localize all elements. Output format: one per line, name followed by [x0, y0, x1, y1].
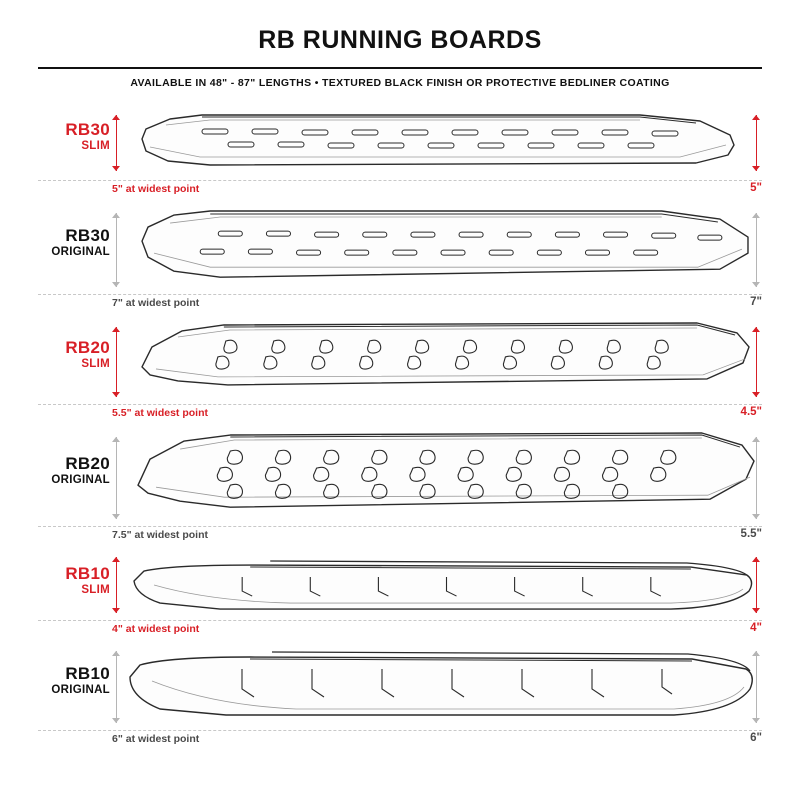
board-row-rb10-original	[0, 643, 800, 731]
rb10-slim-svg	[130, 555, 756, 615]
board-illustration-rb20-original	[134, 431, 756, 517]
board-illustration-rb30-original	[140, 209, 752, 287]
variant-name: SLIM	[81, 583, 110, 596]
row-label-rb30-original	[20, 227, 110, 258]
model-name: RB10	[65, 664, 110, 683]
row-label-rb10-original	[20, 665, 110, 696]
board-rows	[0, 103, 800, 753]
width-dimension-label: 5" at widest point	[112, 183, 200, 195]
height-dimension-label: 4.5"	[740, 406, 762, 418]
height-measure-arrow	[112, 115, 122, 171]
width-dimension-label: 7.5" at widest point	[112, 529, 208, 541]
rb30-original-svg	[140, 209, 752, 287]
page-header	[0, 0, 800, 89]
row-label-rb10-slim	[20, 565, 110, 596]
model-name: RB20	[65, 338, 110, 357]
variant-name: SLIM	[81, 357, 110, 370]
row-label-rb20-slim	[20, 339, 110, 370]
dim-row-rb20-original	[0, 527, 800, 549]
page-subtitle: AVAILABLE IN 48" - 87" LENGTHS • TEXTURED BLACK FINISH OR PROTECTIVE BEDLINER COATING	[130, 77, 670, 89]
variant-name: ORIGINAL	[51, 683, 110, 696]
rb20-slim-svg	[138, 321, 752, 395]
height-measure-arrow-right	[752, 327, 762, 397]
dim-row-rb30-slim	[0, 181, 800, 203]
dim-row-rb10-original	[0, 731, 800, 753]
board-illustration-rb10-original	[126, 647, 756, 721]
variant-name: SLIM	[81, 139, 110, 152]
header-divider	[38, 67, 762, 69]
board-row-rb10-slim	[0, 549, 800, 621]
height-measure-arrow	[112, 557, 122, 613]
board-row-rb20-original	[0, 427, 800, 527]
width-dimension-label: 7" at widest point	[112, 297, 200, 309]
height-measure-arrow	[112, 651, 122, 723]
height-dimension-label: 5.5"	[740, 528, 762, 540]
dim-row-rb20-slim	[0, 405, 800, 427]
variant-name: ORIGINAL	[51, 245, 110, 258]
board-row-rb20-slim	[0, 317, 800, 405]
height-measure-arrow-right	[752, 115, 762, 171]
board-illustration-rb20-slim	[138, 321, 752, 395]
model-name: RB10	[65, 564, 110, 583]
height-dimension-label: 7"	[750, 296, 762, 308]
variant-name: ORIGINAL	[51, 473, 110, 486]
height-dimension-label: 5"	[750, 182, 762, 194]
rb10-original-svg	[126, 647, 756, 721]
board-row-rb30-slim	[0, 103, 800, 181]
board-illustration-rb30-slim	[140, 111, 740, 173]
rb30-slim-svg	[140, 111, 740, 173]
dim-row-rb30-original	[0, 295, 800, 317]
model-name: RB20	[65, 454, 110, 473]
dim-row-rb10-slim	[0, 621, 800, 643]
board-row-rb30-original	[0, 203, 800, 295]
board-illustration-rb10-slim	[130, 555, 756, 615]
width-dimension-label: 4" at widest point	[112, 623, 200, 635]
row-label-rb20-original	[20, 455, 110, 486]
height-dimension-label: 6"	[750, 732, 762, 744]
rb20-original-svg	[134, 431, 756, 517]
height-measure-arrow	[112, 437, 122, 519]
model-name: RB30	[65, 226, 110, 245]
height-measure-arrow-right	[752, 213, 762, 287]
height-measure-arrow	[112, 327, 122, 397]
width-dimension-label: 5.5" at widest point	[112, 407, 208, 419]
width-dimension-label: 6" at widest point	[112, 733, 200, 745]
row-label-rb30-slim	[20, 121, 110, 152]
height-measure-arrow	[112, 213, 122, 287]
height-dimension-label: 4"	[750, 622, 762, 634]
model-name: RB30	[65, 120, 110, 139]
page-title: RB RUNNING BOARDS	[258, 26, 542, 54]
